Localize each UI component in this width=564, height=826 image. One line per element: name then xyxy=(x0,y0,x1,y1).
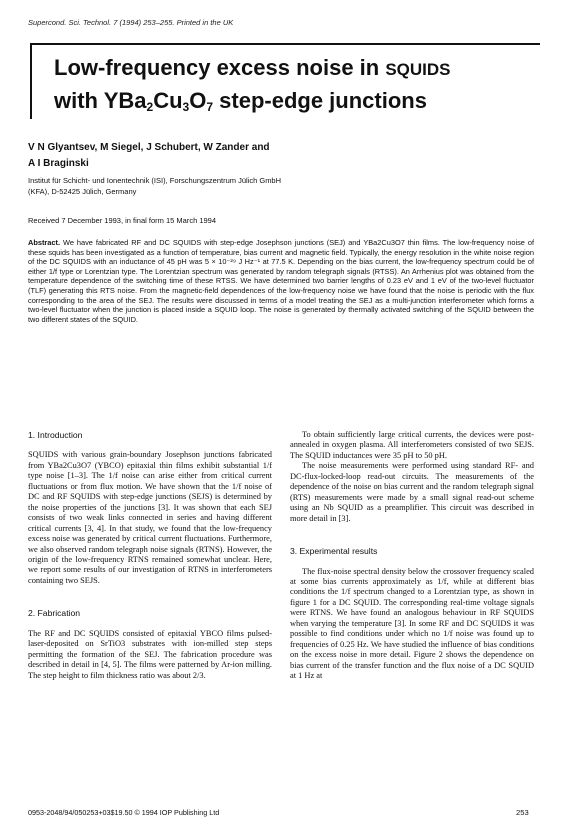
abstract-text: We have fabricated RF and DC SQUIDS with step-edge Josephson junctions (SEJ) and YBa2Cu3O7 thin films. The low-frequency noise of these squids has been investigated as a function of temperature, bias current and magnetic field. Typically, the energy resolution in the white noise region of the DC SQUIDS with an inductance of 45 pH was 5 × 10⁻²⁹ J Hz⁻¹ at 77.5 K. Depending on the bias current, the low-frequency spectrum could be of either 1/f type or Lorentzian type. The Lorentzian spectrum was generated by random telegraph signals (RTSS). An Arrhenius plot was obtained from the temperature dependence of the switching time of these RTSS. We have determined two barrier lengths of 0.23 eV and 1 eV of the two-level fluctuator (TLF) generating this RTS noise. From the magnetic-field dependences of the low-frequency noise we have found that the noise is periodic with the flux corresponding to the area of the SEJ. The results were discussed in terms of a model treating the SEJ as a multi-junction interferometer which forms a two-level fluctuator when the junction is placed inside a SQUID loop. The noise is generated by thermally activated switching of the SQUID between the two different states of the SQUID. xyxy=(28,238,534,324)
journal-citation: Supercond. Sci. Technol. 7 (1994) 253–255. Printed in the UK xyxy=(28,18,234,27)
noise-measurement-paragraph: The noise measurements were performed using standard RF- and DC-flux-locked-loop read-out circuits. The measurements of the dependence of the noise on bias current and the random telegraph signal (RTS) measurements were made by a small signal read-out scheme using an Nb SQUID as a preamplifier. This circuit was described in more detail in [3]. xyxy=(290,461,534,523)
received-dates: Received 7 December 1993, in final form 15 March 1994 xyxy=(28,216,217,225)
section-heading-fabrication: 2. Fabrication xyxy=(28,608,81,619)
copyright-line: 0953-2048/94/050253+03$19.50 © 1994 IOP Publishing Ltd xyxy=(28,808,220,817)
abstract-label: Abstract. xyxy=(28,238,61,247)
fabrication-paragraph: The RF and DC SQUIDS consisted of epitaxial YBCO films pulsed-laser-deposited on SrTiO3 substrates with ion-milled step steps permitting the formation of the SEJ. The fabrication procedure was described in detail in [4, 5]. The films were patterned by Ar-ion milling. The step height to film thickness ratio was about 2/3. xyxy=(28,628,272,680)
section-heading-introduction: 1. Introduction xyxy=(28,430,83,440)
affiliation-line-1: Institut für Schicht- und Ionentechnik (ISI), Forschungszentrum Jülich GmbH xyxy=(28,176,282,185)
author-line-1: V N Glyantsev, M Siegel, J Schubert, W Zander and xyxy=(28,142,270,153)
left-column xyxy=(28,430,272,681)
fabrication-continued-paragraph: To obtain sufficiently large critical currents, the devices were post-annealed in oxygen plasma. All interferometers consisted of two SEJS. The SQUID inductances were 35 pH to 50 pH. xyxy=(290,430,534,460)
title-line2: with $YBa_2Cu_3O_7$ step-edge junctions xyxy=(54,88,427,114)
author-line-2: A I Braginski xyxy=(28,158,89,169)
affiliation-line-2: (KFA), D-52425 Jülich, Germany xyxy=(28,186,137,196)
affiliation xyxy=(28,176,328,197)
title-line1: Low-frequency excess noise in SQUIDS xyxy=(54,55,451,80)
intro-paragraph: SQUIDS with various grain-boundary Josephson junctions fabricated from YBa2Cu3O7 (YBCO) epitaxial thin films exhibit substantial 1/f type noise [1–3]. The 1/f noise can arise either from critical current fluctuations or from flux motion. We have shown that the 1/f noise of DC and RF SQUIDS with step-edge junctions (SEJS) is determined by the noise properties of the junctions [3]. It was shown that each SEJ consists of two weak links connected in series and having different critical currents [3, 4]. In that study, we found that the low-frequency excess noise was generated by critical current fluctuations. Furthermore, we also observed random telegraph noise signals (RTNS). However, the origin of the low-frequency RTNS remained somewhat unclear. Here, we report some results of our investigation of RTNS in interferometers containing two SEJS. xyxy=(28,450,272,585)
results-paragraph: The flux-noise spectral density below the crossover frequency scaled at some bias currents approximately as 1/f, while at different bias conditions the 1/f spectrum changed to a Lorentzian type, as shown in figure 1 for a DC SQUID. The corresponding real-time voltage signals were RTNS. We have found an analogous behaviour in RF SQUIDS when varying the temperature [3]. In some RF and DC SQUIDS it was possible to find conditions under which no 1/f noise was found up to frequencies of 0.25 Hz. We have studied the influence of bias conditions on the excess noise in more detail. Figure 2 shows the dependence on bias current of the transfer function and the flux noise of a DC SQUID at 1 Hz at xyxy=(290,566,534,681)
paper-title xyxy=(54,52,534,116)
right-column xyxy=(290,430,534,682)
abstract xyxy=(28,238,534,324)
author-list xyxy=(28,140,328,172)
page-number: 253 xyxy=(516,808,529,817)
section-heading-experimental-results: 3. Experimental results xyxy=(290,546,378,557)
